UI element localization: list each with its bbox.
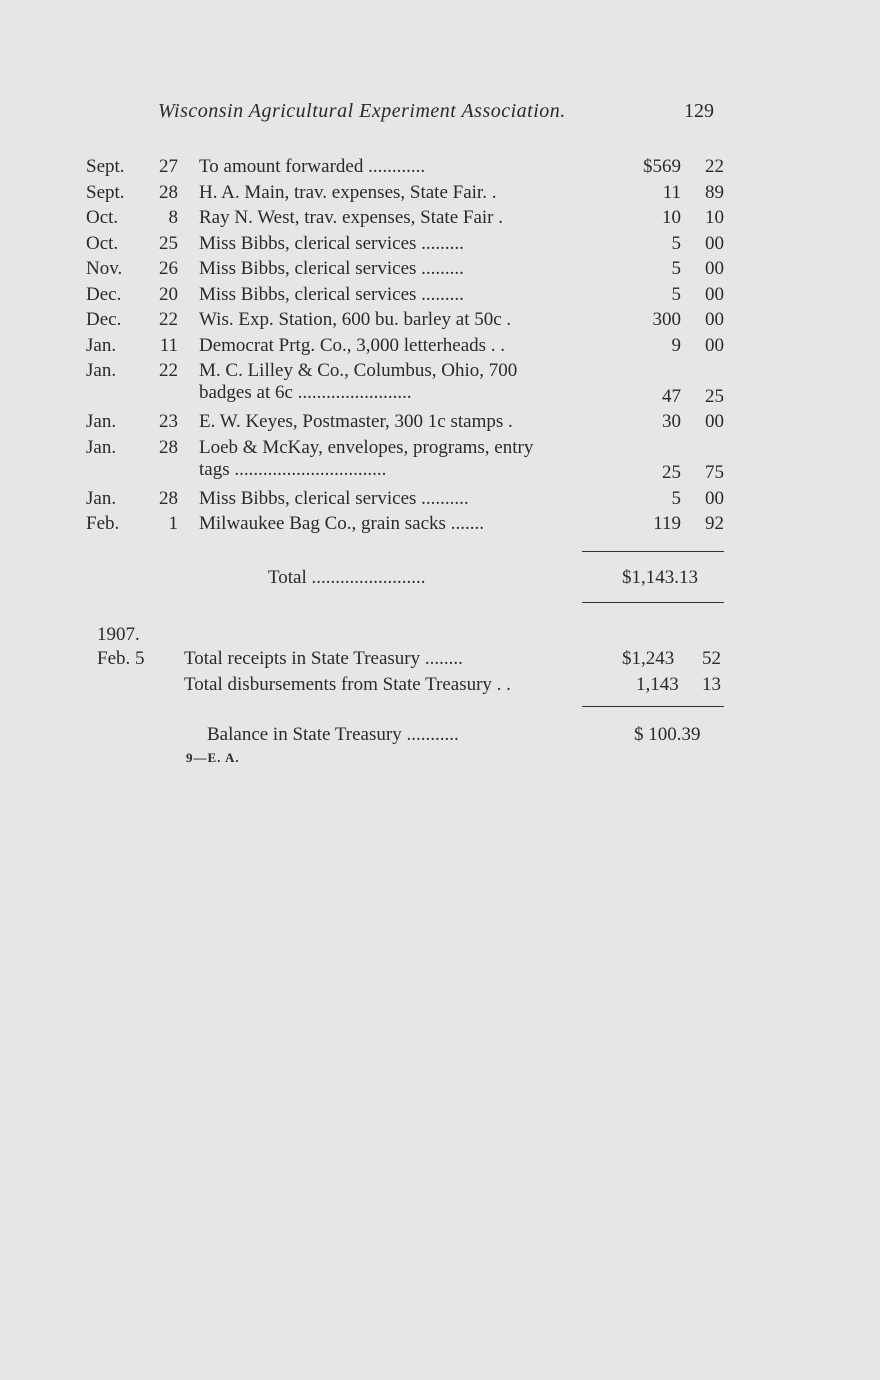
- entry-cents: 00: [705, 309, 724, 330]
- receipts-cents: 52: [702, 648, 721, 669]
- ledger-row: [86, 258, 736, 284]
- ledger-table: [86, 156, 736, 539]
- summary-date: Feb. 5: [97, 648, 145, 669]
- entry-dollars: 25: [662, 462, 681, 483]
- total-label: Total ........................: [268, 567, 426, 588]
- entry-month: Sept.: [86, 181, 125, 203]
- entry-dollars: 5: [671, 258, 681, 279]
- entry-month: Nov.: [86, 258, 123, 279]
- entry-description-continuation: tags ................................: [199, 458, 387, 480]
- ledger-row: [86, 233, 736, 259]
- entry-month: Oct.: [86, 207, 119, 228]
- entry-day: 26: [159, 258, 178, 279]
- ledger-row: [86, 207, 736, 233]
- subtotal-rule: [582, 551, 724, 552]
- entry-description: [199, 488, 629, 510]
- entry-description: [199, 513, 629, 535]
- entry-month: Jan.: [86, 487, 117, 509]
- entry-month: Jan.: [86, 360, 117, 381]
- balance-amount: $ 100.39: [634, 724, 701, 745]
- ledger-row: [86, 284, 736, 310]
- entry-month: Oct.: [86, 232, 119, 254]
- receipts-dollars: $1,243: [622, 648, 675, 669]
- entry-description-line: Miss Bibbs, clerical services ..........: [199, 487, 469, 509]
- entry-day: 22: [159, 360, 178, 381]
- entry-month: Jan.: [86, 411, 117, 432]
- entry-cents: 00: [705, 487, 724, 509]
- entry-description-line: Milwaukee Bag Co., grain sacks .......: [199, 513, 484, 534]
- entry-description: [199, 437, 629, 481]
- entry-month: Dec.: [86, 283, 122, 305]
- entry-description-continuation: badges at 6c ........................: [199, 382, 412, 403]
- ledger-row: [86, 182, 736, 208]
- entry-day: 1: [168, 513, 178, 534]
- entry-description-line: Loeb & McKay, envelopes, programs, entry: [199, 436, 534, 458]
- entry-description-line: Miss Bibbs, clerical services .........: [199, 283, 464, 305]
- entry-cents: 00: [705, 258, 724, 279]
- entry-dollars: 5: [671, 487, 681, 509]
- entry-cents: 89: [705, 181, 724, 203]
- entry-description-line: Wis. Exp. Station, 600 bu. barley at 50c .: [199, 309, 512, 330]
- entry-description: [199, 309, 629, 331]
- balance-label: Balance in State Treasury ...........: [207, 724, 459, 745]
- entry-description-line: Ray N. West, trav. expenses, State Fair .: [199, 207, 503, 228]
- entry-dollars: 47: [662, 385, 681, 407]
- ledger-row: [86, 335, 736, 361]
- entry-description: [199, 233, 629, 255]
- summary-year: 1907.: [97, 624, 140, 645]
- entry-description: [199, 258, 629, 280]
- entry-day: 28: [159, 487, 178, 509]
- entry-day: 28: [159, 436, 178, 458]
- entry-description: [199, 360, 629, 404]
- entry-dollars: 9: [671, 334, 681, 356]
- running-title: Wisconsin Agricultural Experiment Association.: [158, 100, 566, 122]
- entry-description-line: H. A. Main, trav. expenses, State Fair. .: [199, 181, 497, 203]
- entry-cents: 00: [705, 411, 724, 432]
- entry-month: Jan.: [86, 436, 117, 458]
- entry-description: [199, 207, 629, 229]
- ledger-row: [86, 488, 736, 514]
- entry-cents: 00: [705, 283, 724, 305]
- entry-day: 25: [159, 232, 178, 254]
- ledger-row: [86, 360, 736, 411]
- receipts-label: Total receipts in State Treasury ........: [184, 648, 463, 669]
- entry-dollars: 5: [671, 232, 681, 254]
- entry-cents: 10: [705, 207, 724, 228]
- entry-dollars: 300: [652, 309, 681, 330]
- balance-rule: [582, 706, 724, 707]
- entry-dollars: 5: [671, 283, 681, 305]
- entry-day: 11: [159, 334, 178, 356]
- entry-description-line: E. W. Keyes, Postmaster, 300 1c stamps .: [199, 411, 513, 432]
- ledger-row: [86, 156, 736, 182]
- entry-description-line: Democrat Prtg. Co., 3,000 letterheads . .: [199, 334, 506, 356]
- entry-description-line: M. C. Lilley & Co., Columbus, Ohio, 700: [199, 360, 518, 381]
- total-amount: $1,143.13: [622, 567, 698, 588]
- entry-cents: 00: [705, 232, 724, 254]
- entry-day: 20: [159, 283, 178, 305]
- entry-month: Jan.: [86, 334, 117, 356]
- ledger-row: [86, 309, 736, 335]
- page-header: [0, 100, 880, 130]
- ledger-row: [86, 411, 736, 437]
- entry-dollars: $569: [643, 156, 681, 177]
- entry-month: Dec.: [86, 309, 122, 330]
- entry-day: 23: [159, 411, 178, 432]
- entry-description-line: Miss Bibbs, clerical services .........: [199, 258, 464, 279]
- ledger-row: [86, 513, 736, 539]
- total-rule: [582, 602, 724, 603]
- entry-description-line: Miss Bibbs, clerical services .........: [199, 232, 464, 254]
- entry-cents: 22: [705, 156, 724, 177]
- entry-month: Feb.: [86, 513, 120, 534]
- entry-day: 8: [168, 207, 178, 228]
- entry-cents: 25: [705, 385, 724, 407]
- disbursements-label: Total disbursements from State Treasury . .: [184, 674, 511, 695]
- signature-mark: 9—E. A.: [186, 750, 240, 765]
- entry-cents: 92: [705, 513, 724, 534]
- entry-description: [199, 156, 629, 178]
- entry-description: [199, 411, 629, 433]
- entry-cents: 00: [705, 334, 724, 356]
- entry-dollars: 119: [653, 513, 681, 534]
- entry-description: [199, 182, 629, 204]
- entry-cents: 75: [705, 462, 724, 483]
- disbursements-dollars: 1,143: [636, 674, 679, 695]
- entry-day: 28: [159, 181, 178, 203]
- disbursements-cents: 13: [702, 674, 721, 695]
- entry-day: 27: [159, 156, 178, 177]
- ledger-row: [86, 437, 736, 488]
- entry-dollars: 10: [662, 207, 681, 228]
- page-number: 129: [684, 100, 714, 122]
- entry-day: 22: [159, 309, 178, 330]
- entry-description-line: To amount forwarded ............: [199, 156, 426, 177]
- entry-month: Sept.: [86, 156, 125, 177]
- entry-dollars: 30: [662, 411, 681, 432]
- entry-description: [199, 284, 629, 306]
- entry-dollars: 11: [662, 181, 681, 203]
- entry-description: [199, 335, 629, 357]
